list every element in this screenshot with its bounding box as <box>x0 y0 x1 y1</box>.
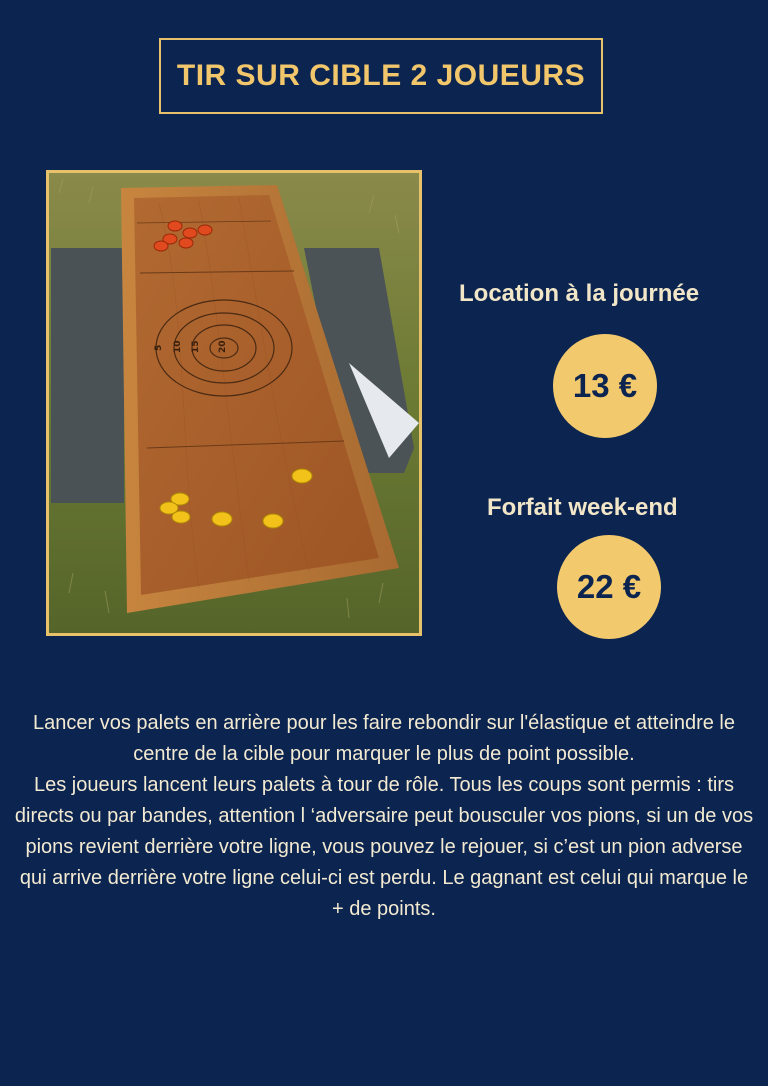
day-price: 13 € <box>572 367 638 404</box>
target-number: 20 <box>218 340 228 353</box>
target-number: 10 <box>173 340 183 353</box>
description-paragraph: Lancer vos palets en arrière pour les faire rebondir sur l'élastique et atteindre le centre de la cible pour marquer le plus de point possible. <box>33 712 735 765</box>
page-title: TIR SUR CIBLE 2 JOUEURS <box>176 59 586 92</box>
day-price-badge <box>553 334 657 438</box>
weekend-price: 22 € <box>576 568 642 605</box>
description-paragraph: Les joueurs lancent leurs palets à tour de rôle. Tous les coups sont permis : tirs directs ou par bandes, attention l ‘adversaire peut bousculer vos pions, si un de vos pions revient derrière votre ligne, vous pouvez le rejouer, si c’est un pion adverse qui arrive derrière votre ligne celui-ci est perdu. Le gagnant est celui qui marque le + de points. <box>14 774 754 920</box>
weekend-package-label: Forfait week-end <box>487 494 678 521</box>
game-description <box>14 708 754 925</box>
weekend-price-badge <box>557 535 661 639</box>
target-number: 5 <box>154 344 164 351</box>
shuffleboard-photo-icon <box>49 173 419 633</box>
title-frame <box>159 38 603 114</box>
target-number: 15 <box>191 340 201 353</box>
day-rental-label: Location à la journée <box>459 280 700 307</box>
game-photo <box>46 170 422 636</box>
